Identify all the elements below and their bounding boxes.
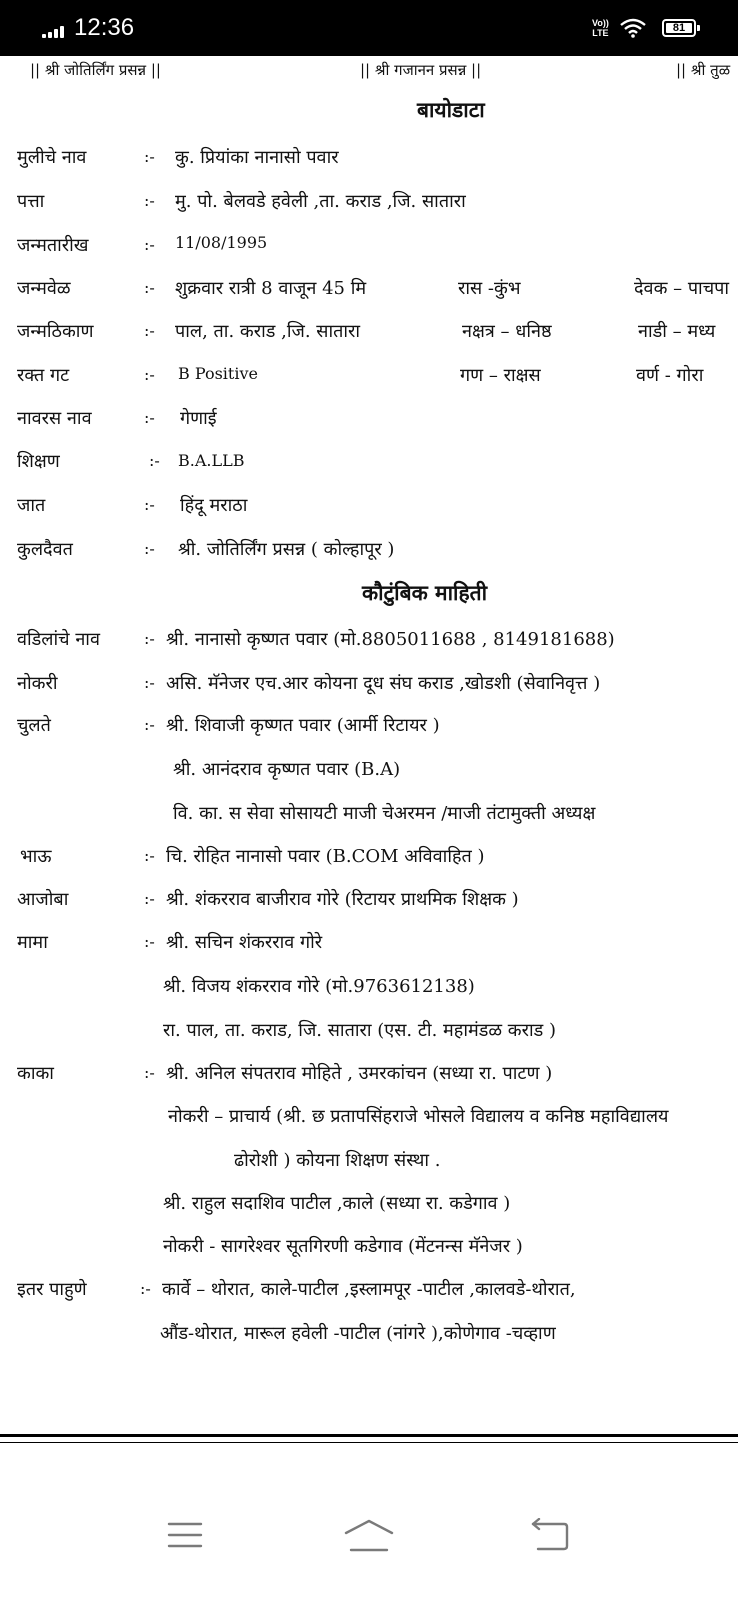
home-icon[interactable] [339,1510,399,1560]
blessing-left: || श्री जोतिर्लिंग प्रसन्न || [30,61,161,79]
battery-level: 81 [666,23,692,33]
value-nakshatra: नक्षत्र – धनिष्ठ [462,321,552,342]
value-kaka-4: श्री. राहुल सदाशिव पाटील ,काले (सध्या रा. कडेगाव ) [163,1193,511,1214]
label-address: पत्ता [17,191,45,212]
value-kaka-3: ढोरोशी ) कोयना शिक्षण संस्था . [234,1150,441,1171]
value-kaka-5: नोकरी - सागरेश्वर सूतगिरणी कडेगाव (मेंटनन्स मॅनेजर ) [163,1236,523,1257]
value-kuldaivat: श्री. जोतिर्लिंग प्रसन्न ( कोल्हापूर ) [178,539,395,560]
value-brother: चि. रोहित नानासो पवार (B.COM अविवाहित ) [166,846,485,867]
label-blood-group: रक्त गट [17,365,70,386]
value-devak: देवक – पाचपा [634,278,730,299]
biodata-document [0,56,738,1468]
value-education: B.A.LLB [178,451,245,470]
separator: :- [144,539,155,558]
value-rashi: रास -कुंभ [458,278,521,299]
value-birthdate: 11/08/1995 [175,233,268,252]
separator: :- [144,629,155,648]
value-birthtime: शुक्रवार रात्री 8 वाजून 45 मि [175,278,367,299]
separator: :- [144,846,155,865]
separator: :- [144,889,155,908]
value-mama-3: रा. पाल, ता. कराड, जि. सातारा (एस. टी. महामंडळ कराड ) [163,1020,557,1041]
value-uncle-1: श्री. शिवाजी कृष्णत पवार (आर्मी रिटायर ) [166,715,440,736]
label-kaka: काका [17,1063,54,1084]
separator: :- [140,1279,151,1298]
volte-icon: Vo)) LTE [592,18,609,38]
battery-icon [662,19,696,37]
separator: :- [144,147,155,166]
separator: :- [144,495,155,514]
label-name: मुलीचे नाव [17,147,87,168]
separator: :- [144,321,155,340]
label-job: नोकरी [17,673,58,694]
blessing-center: || श्री गजानन प्रसन्न || [360,61,482,79]
signal-icon [42,24,70,38]
value-relatives-2: औंड-थोरात, मारूल हवेली -पाटील (नांगरे ),कोणेगाव -चव्हाण [160,1323,556,1344]
separator: :- [144,715,155,734]
label-birthtime: जन्मवेळ [17,278,71,299]
value-birthplace: पाल, ता. कराड ,जि. सातारा [175,321,361,342]
blessing-right: || श्री तुळ [676,61,731,79]
value-name: कु. प्रियांका नानासो पवार [175,147,339,168]
separator: :- [144,673,155,692]
separator: :- [144,1063,155,1082]
navigation-bar [0,1468,738,1600]
page-border-thin [0,1442,738,1443]
label-relatives: इतर पाहुणे [17,1279,87,1300]
value-varna: वर्ण - गोरा [636,365,704,386]
label-navras-name: नावरस नाव [17,408,92,429]
separator: :- [149,451,160,470]
value-father: श्री. नानासो कृष्णत पवार (मो.8805011688 , 8149181688) [166,629,615,650]
value-navras-name: गेणाई [180,408,217,429]
value-blood-group: B Positive [178,364,258,383]
separator: :- [144,235,155,254]
value-uncle-2: श्री. आनंदराव कृष्णत पवार (B.A) [173,759,401,780]
separator: :- [144,191,155,210]
label-uncles: चुलते [17,715,51,736]
value-kaka-1: श्री. अनिल संपतराव मोहिते , उमरकांचन (सध्या रा. पाटण ) [166,1063,553,1084]
value-job: असि. मॅनेजर एच.आर कोयना दूध संघ कराड ,खोडशी (सेवानिवृत्त ) [166,673,601,694]
back-icon[interactable] [520,1510,580,1560]
status-bar [0,0,738,56]
value-relatives-1: कार्वे – थोरात, काले-पाटील ,इस्लामपूर -पाटील ,कालवडे-थोरात, [162,1279,576,1300]
value-uncle-3: वि. का. स सेवा सोसायटी माजी चेअरमन /माजी तंटामुक्ती अध्यक्ष [173,803,596,824]
label-brother: भाऊ [20,846,52,867]
value-mama-2: श्री. विजय शंकरराव गोरे (मो.9763612138) [163,976,475,997]
document-title: बायोडाटा [417,97,485,122]
label-grandfather: आजोबा [17,889,69,910]
value-grandfather: श्री. शंकरराव बाजीराव गोरे (रिटायर प्राथमिक शिक्षक ) [166,889,519,910]
clock: 12:36 [74,14,135,41]
label-education: शिक्षण [17,451,60,472]
label-caste: जात [17,495,46,516]
value-caste: हिंदू मराठा [180,495,248,516]
menu-icon[interactable] [155,1510,215,1560]
value-kaka-2: नोकरी – प्राचार्य (श्री. छ प्रतापसिंहराजे भोसले विद्यालय व कनिष्ठ महाविद्यालय [168,1106,669,1127]
separator: :- [144,365,155,384]
value-mama-1: श्री. सचिन शंकरराव गोरे [166,932,323,953]
separator: :- [144,932,155,951]
value-address: मु. पो. बेलवडे हवेली ,ता. कराड ,जि. सातारा [175,191,466,212]
label-birthplace: जन्मठिकाण [17,321,94,342]
label-birthdate: जन्मतारीख [17,235,89,256]
label-father: वडिलांचे नाव [17,629,100,650]
value-nadi: नाडी – मध्य [638,321,716,342]
page-border-thick [0,1434,738,1437]
wifi-icon [620,18,646,43]
separator: :- [144,408,155,427]
label-mama: मामा [17,932,48,953]
label-kuldaivat: कुलदैवत [17,539,73,560]
separator: :- [144,278,155,297]
family-section-title: कौटुंबिक माहिती [362,580,488,605]
value-gan: गण – राक्षस [460,365,541,386]
